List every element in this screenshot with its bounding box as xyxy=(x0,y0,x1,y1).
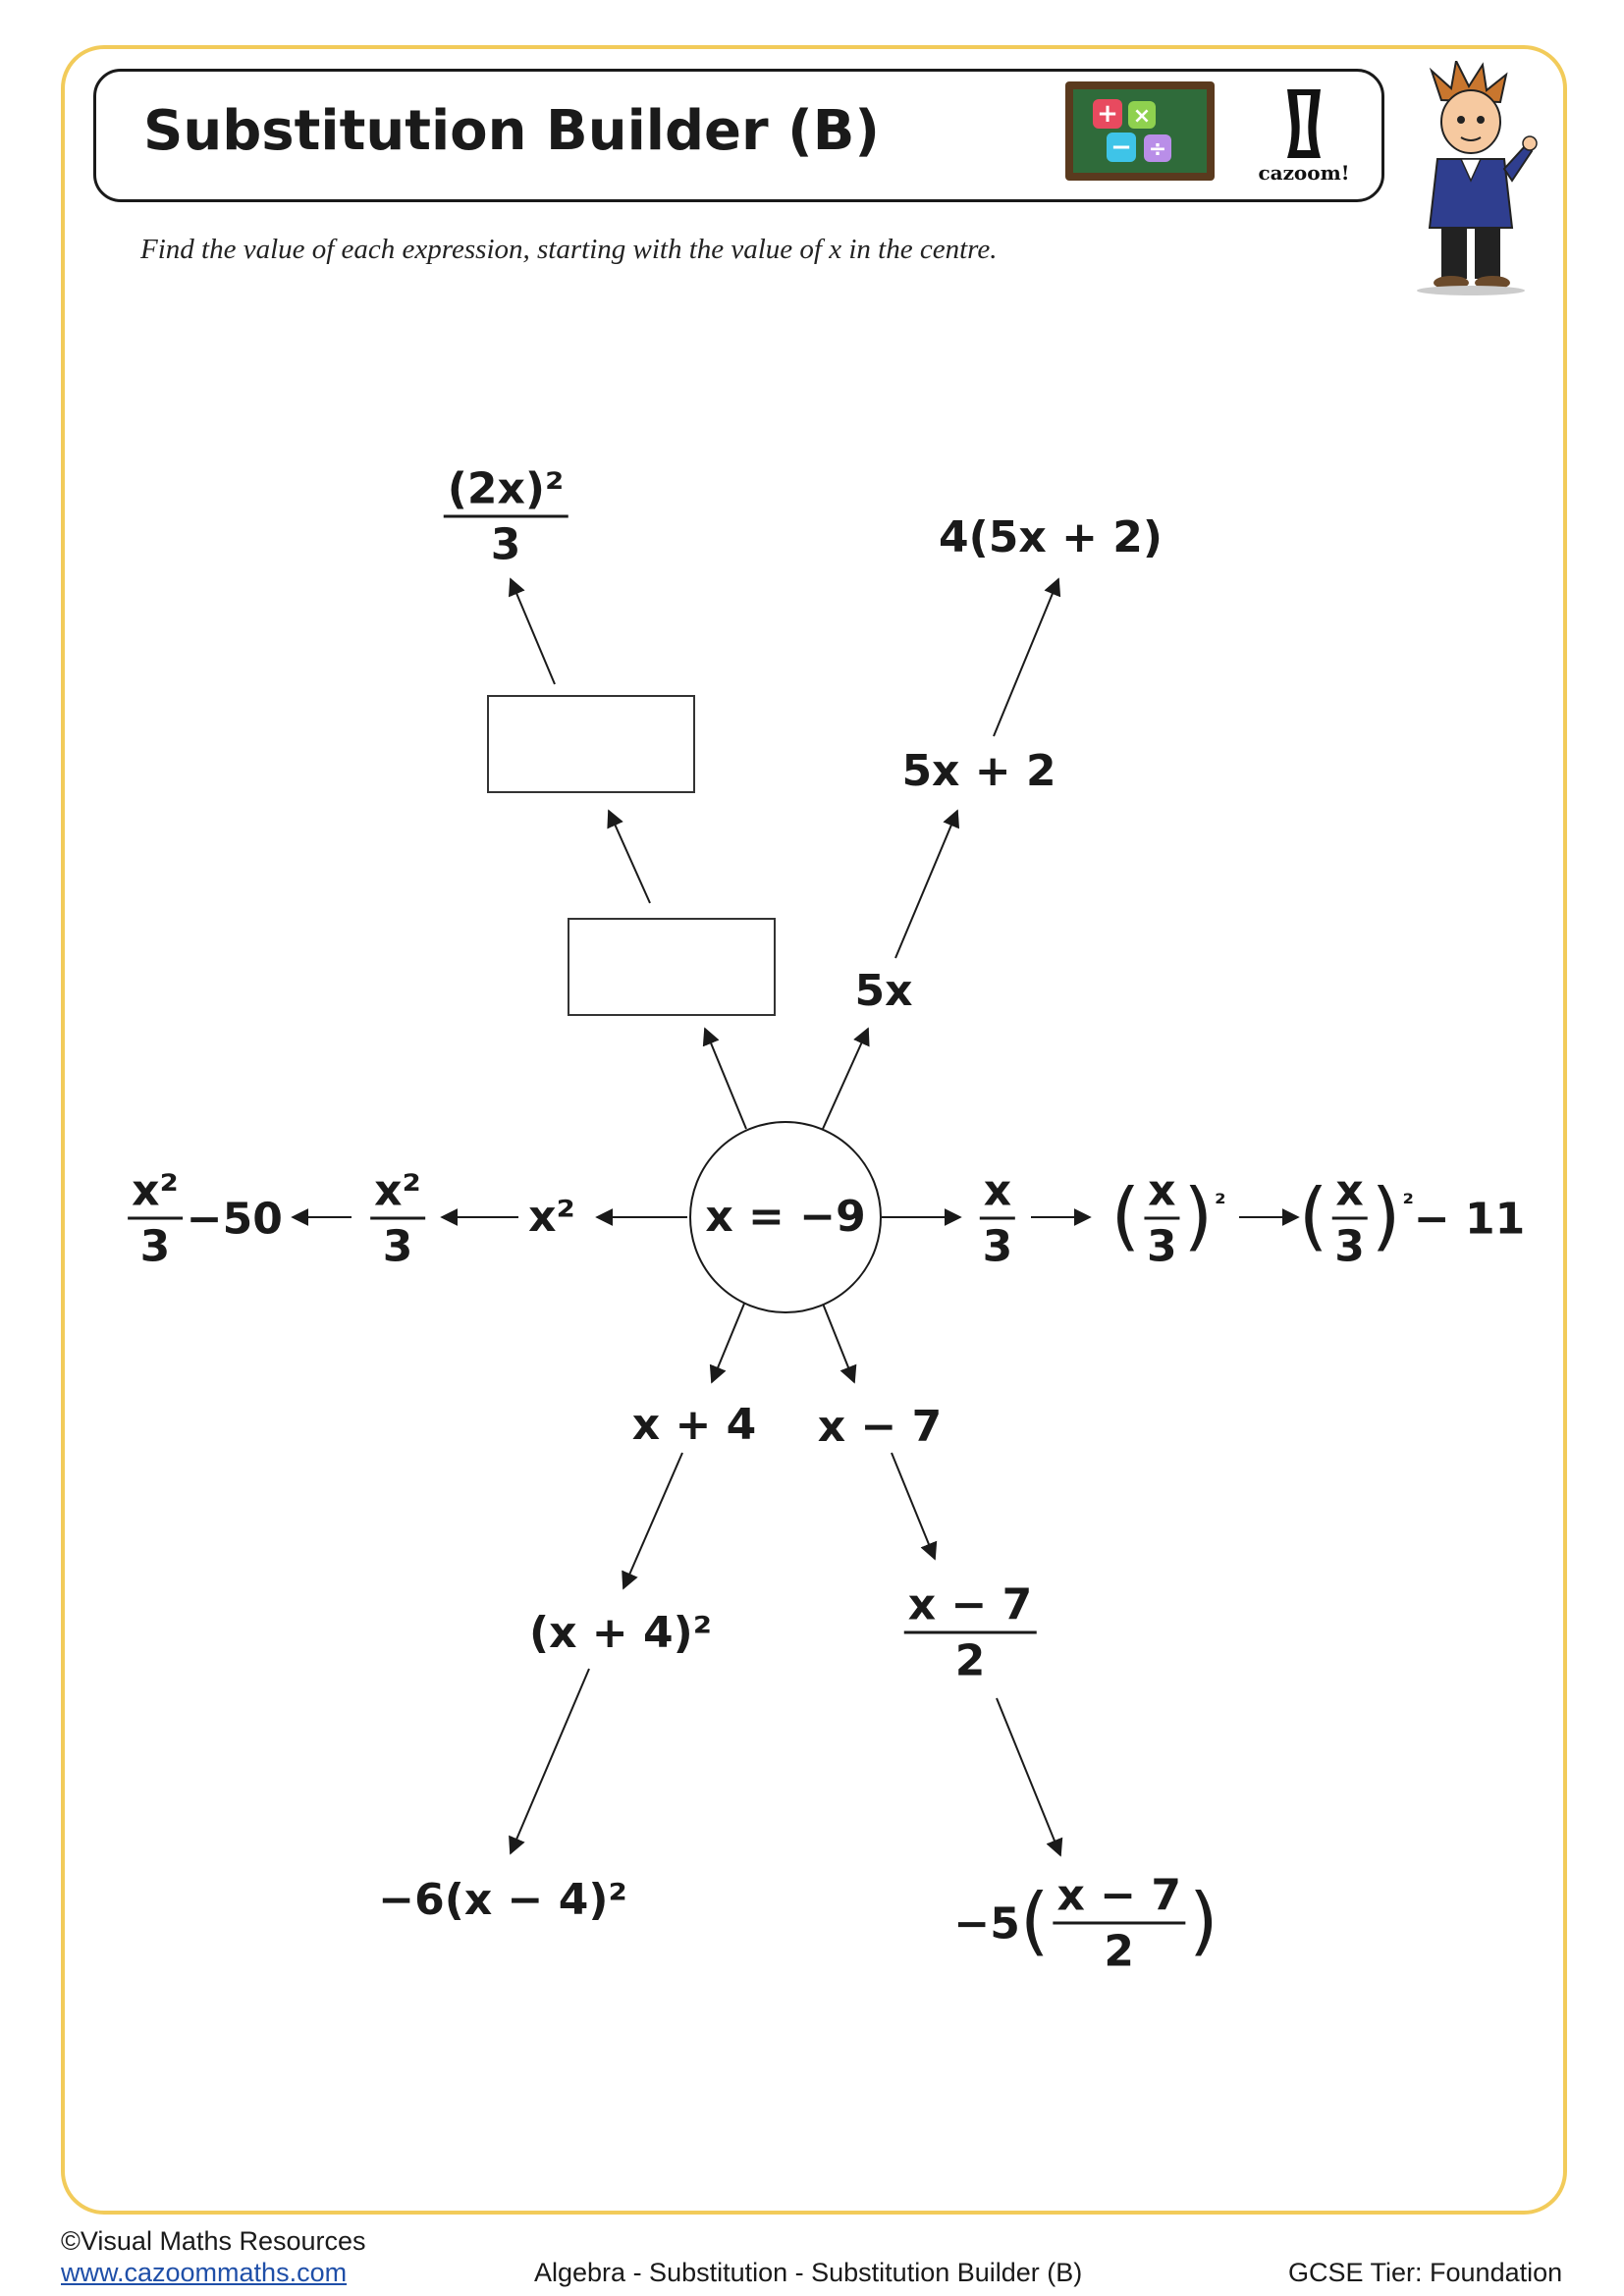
expr-5x: 5x xyxy=(854,966,913,1016)
footer-tier: GCSE Tier: Foundation xyxy=(1288,2258,1563,2287)
expr-4-times-5x-plus-2: 4(5x + 2) xyxy=(939,512,1163,562)
answer-box-2[interactable] xyxy=(487,695,695,793)
expr-x-plus-4-squared: (x + 4)² xyxy=(529,1608,712,1658)
divide-icon: ÷ xyxy=(1148,137,1167,162)
expr-x-squared-over-3: $\frac{\text{x²}}{3}$ xyxy=(366,1170,429,1269)
footer-website-link[interactable]: www.cazoommaths.com xyxy=(61,2258,348,2287)
centre-value: x = −9 xyxy=(705,1192,866,1242)
plus-icon: + xyxy=(1097,99,1118,129)
expr-5x-plus-2: 5x + 2 xyxy=(901,746,1056,796)
page-title: Substitution Builder (B) xyxy=(143,99,881,163)
minus-icon: − xyxy=(1110,133,1132,162)
footer-topic: Algebra - Substitution - Substitution Builder (B) xyxy=(534,2258,1083,2287)
expr-x-over-3-squared: ( $\frac{x}{3}$ ) ² xyxy=(1110,1165,1226,1272)
footer-copyright: ©Visual Maths Resources xyxy=(61,2226,366,2256)
answer-box-1[interactable] xyxy=(568,918,776,1016)
expr-x-over-3-squared-minus-11: ( $\frac{x}{3}$ ) ² − 11 xyxy=(1298,1165,1526,1272)
expr-x-over-3: $\frac{x}{3}$ xyxy=(976,1170,1019,1269)
expr-x-squared-over-3-minus-50: $\frac{\text{x²}}{3}$ −50 xyxy=(124,1170,283,1269)
expr-minus-5-times-x-minus-7-over-2: −5 ( $\frac{x - 7}{2}$ ) xyxy=(953,1870,1218,1977)
expr-2x-squared-over-3: $\frac{\text{(2x)²}}{3}$ xyxy=(440,468,572,567)
expr-minus-6-x-minus-4-squared: −6(x − 4)² xyxy=(378,1875,627,1925)
instruction-text: Find the value of each expression, starting with the value of x in the centre. xyxy=(140,234,998,265)
expr-x-squared: x² xyxy=(528,1192,575,1242)
expr-x-plus-4: x + 4 xyxy=(631,1400,757,1450)
expr-x-minus-7-over-2: $\frac{x - 7}{2}$ xyxy=(900,1584,1041,1683)
times-icon: × xyxy=(1132,104,1152,129)
svg-text:cazoom!: cazoom! xyxy=(1258,161,1350,185)
expr-x-minus-7: x − 7 xyxy=(817,1402,943,1452)
